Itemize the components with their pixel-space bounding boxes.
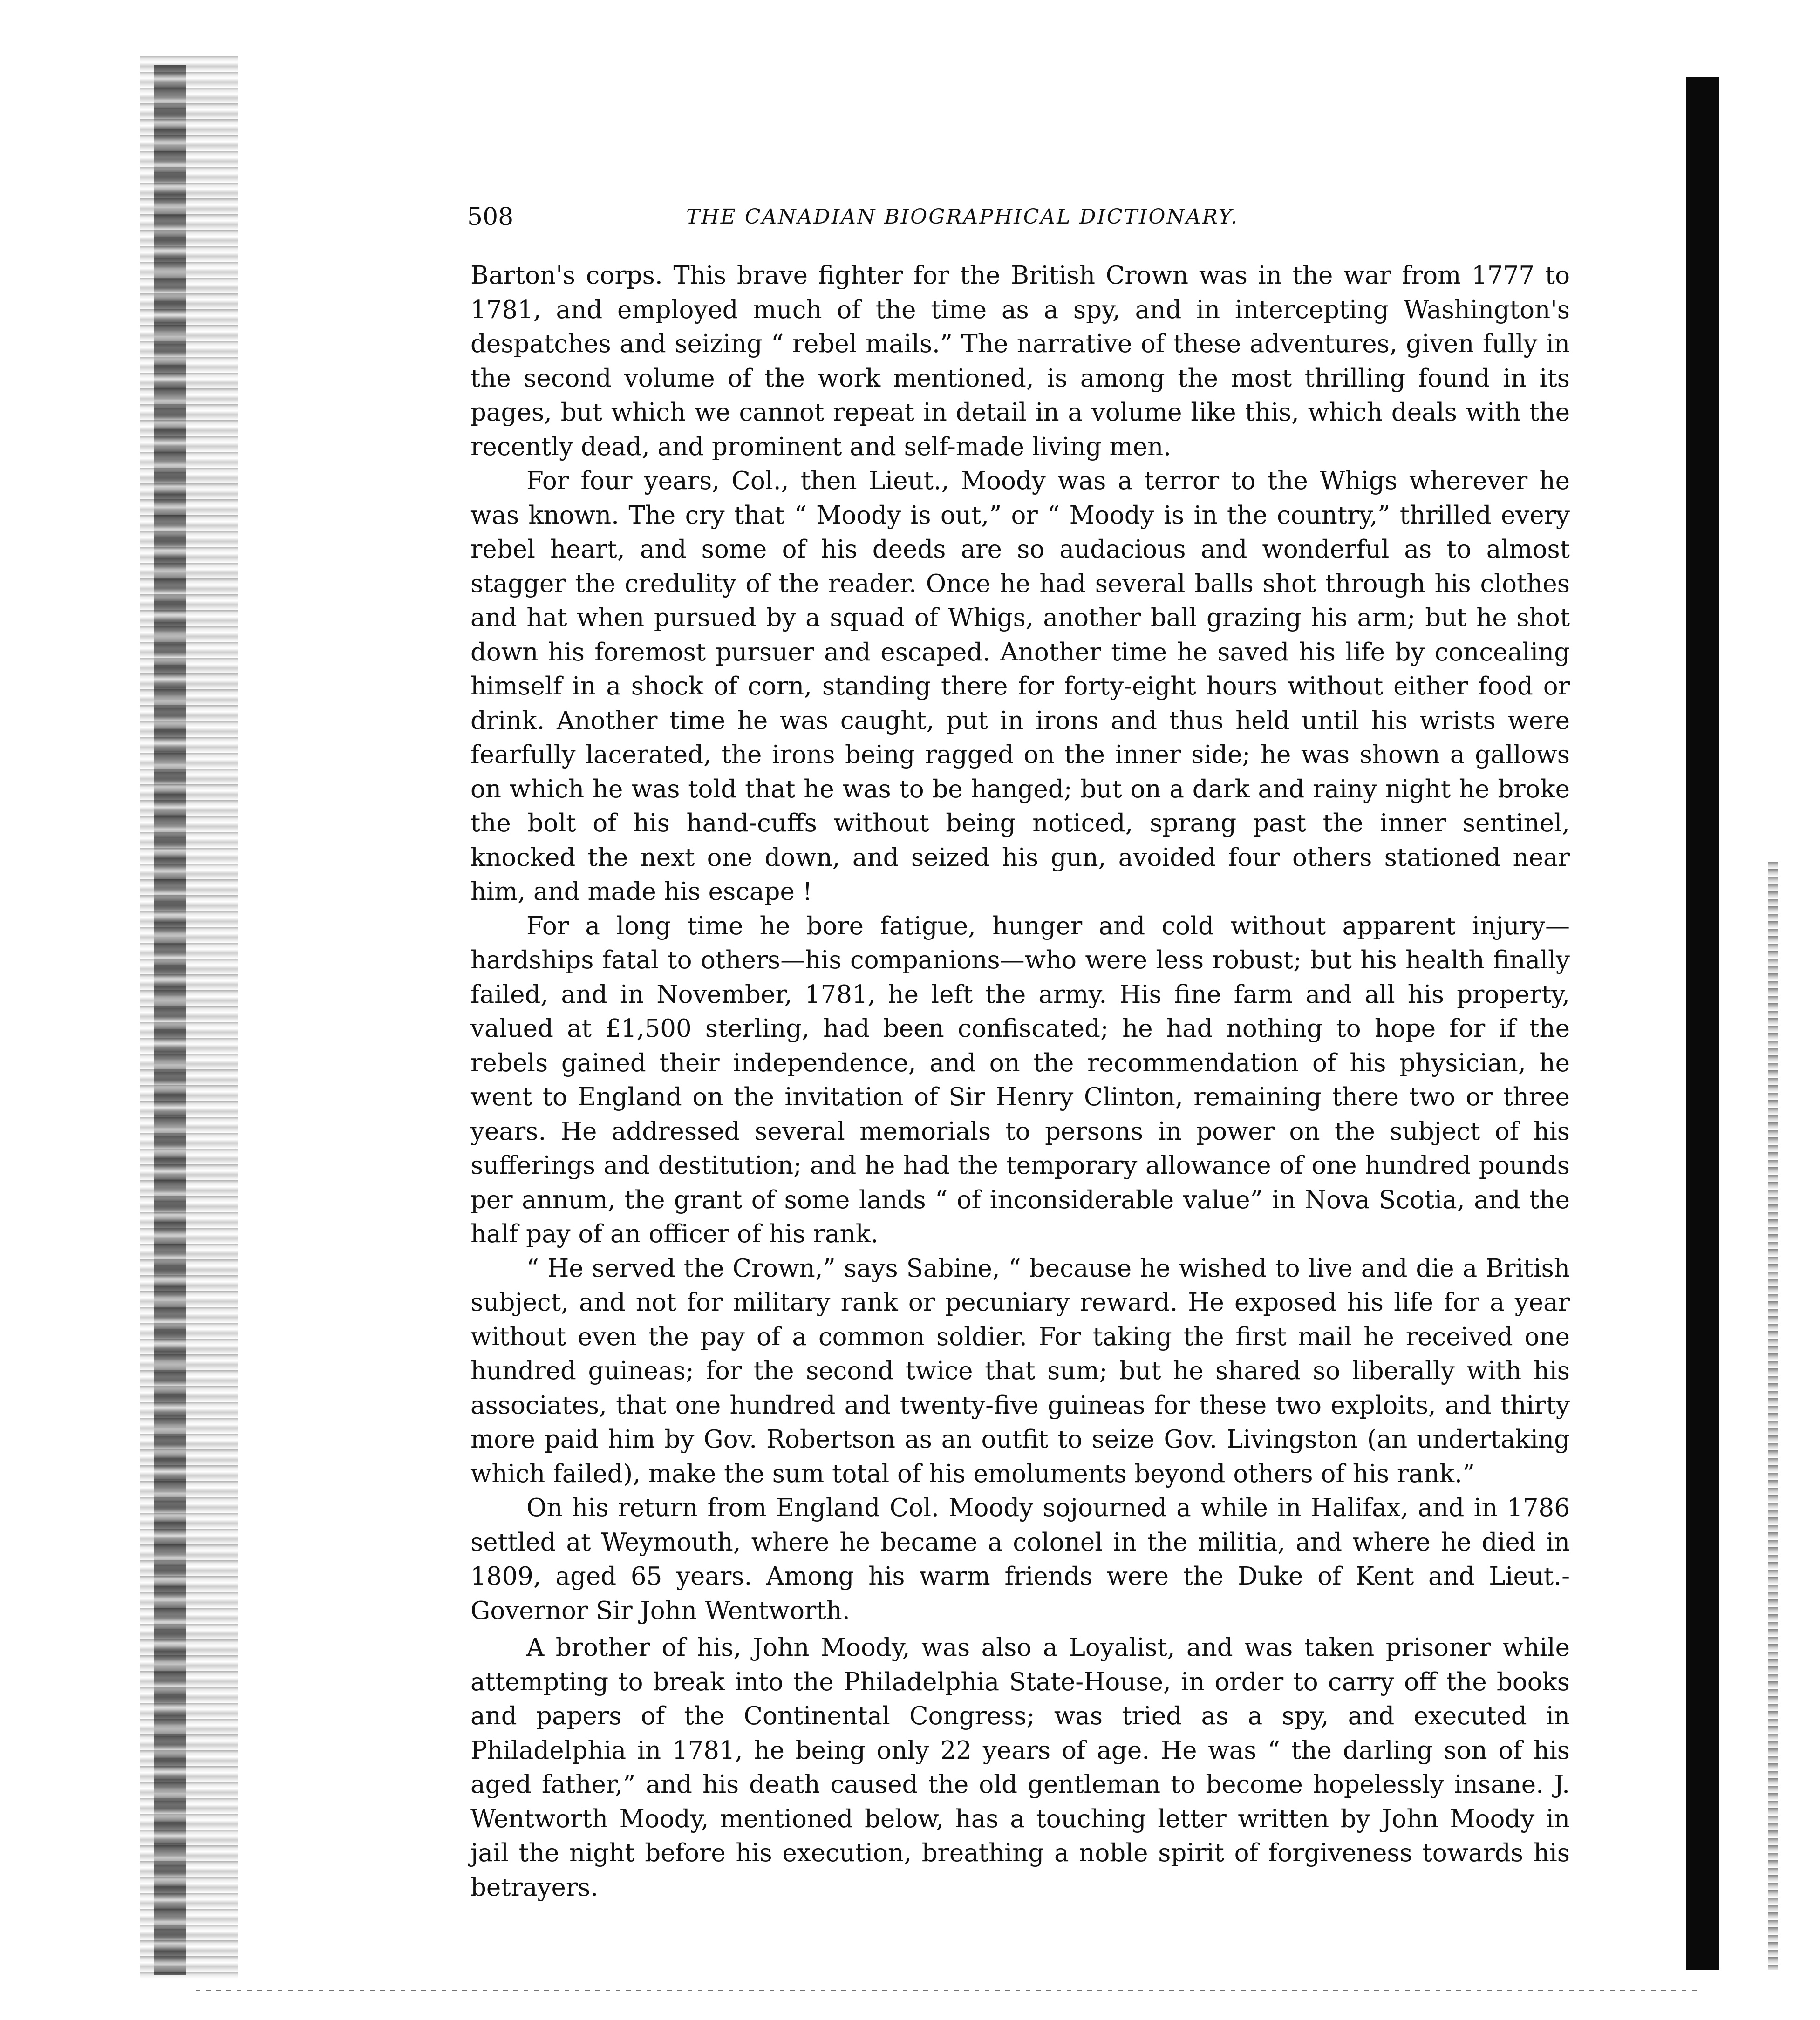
paragraph-1: Barton's corps. This brave fighter for the British Crown was in the war from 1777 to 1781, and employed much of the time as a spy, and in intercepting Washington's despatches and seizing “ rebel mails.” The narrative of these adventures, given fully in the second volume of the work mentioned, is among the most thrilling found in its pages, but which we cannot repeat in detail in a volume like this, which deals with the recently dead, and prominent and self-made living men.	[470, 261, 1570, 461]
paragraph-6: A brother of his, John Moody, was also a Loyalist, and was taken prisoner while attempting to break into the Philadelphia State-House, in order to carry off the books and papers of the Continental Congress; was tried as a spy, and executed in Philadelphia in 1781, he being only 22 years of age. He was “ the darling son of his aged father,” and his death caused the old gentleman to become hopelessly insane. J. Wentworth Moody, mentioned below, has a touching letter written by John Moody in jail the night before his execution, breathing a noble spirit of forgiveness towards his betrayers.	[470, 1633, 1570, 1902]
scan-page-edge-right	[1768, 862, 1778, 1970]
scan-bottom-edge	[196, 1990, 1700, 1991]
body-text	[470, 258, 1570, 1904]
paragraph-2: For four years, Col., then Lieut., Moody was a terror to the Whigs wherever he was known. The cry that “ Moody is out,” or “ Moody is in the country,” thrilled every rebel heart, and some of his deeds are so audacious and wonderful as to almost stagger the credulity of the reader. Once he had several balls shot through his clothes and hat when pursued by a squad of Whigs, another ball grazing his arm; but he shot down his foremost pursuer and escaped. Another time he saved his life by concealing himself in a shock of corn, standing there for forty-eight hours without either food or drink. Another time he was caught, put in irons and thus held until his wrists were fearfully lacerated, the irons being ragged on the inner side; he was shown a gallows on which he was told that he was to be hanged; but on a dark and rainy night he broke the bolt of his hand-cuffs without being noticed, sprang past the inner sentinel, knocked the next one down, and seized his gun, avoided four others stationed near him, and made his escape !	[470, 467, 1570, 906]
running-head: THE CANADIAN BIOGRAPHICAL DICTIONARY.	[686, 205, 1239, 229]
scan-edge-bar-right	[1686, 77, 1719, 1970]
paragraph-5: On his return from England Col. Moody sojourned a while in Halifax, and in 1786 settled at Weymouth, where he became a colonel in the militia, and where he died in 1809, aged 65 years. Among his warm friends were the Duke of Kent and Lieut.-Governor Sir John Wentworth.	[470, 1494, 1570, 1625]
paragraph-4: “ He served the Crown,” says Sabine, “ because he wished to live and die a British subject, and not for military rank or pecuniary reward. He exposed his life for a year without even the pay of a common soldier. For taking the first mail he received one hundred guineas; for the second twice that sum; but he shared so liberally with his associates, that one hundred and twenty-five guineas for these two exploits, and thirty more paid him by Gov. Robertson as an outfit to seize Gov. Livingston (an undertaking which failed), make the sum total of his emoluments beyond others of his rank.”	[470, 1254, 1570, 1488]
scan-binding-edge-left	[154, 65, 186, 1975]
paragraph-3: For a long time he bore fatigue, hunger and cold without apparent injury—hardships fatal to others—his companions—who were less robust; but his health finally failed, and in November, 1781, he left the army. His fine farm and all his property, valued at £1,500 sterling, had been confiscated; he had nothing to hope for if the rebels gained their independence, and on the recommendation of his physician, he went to England on the invitation of Sir Henry Clinton, remaining there two or three years. He addressed several memorials to persons in power on the subject of his sufferings and destitution; and he had the temporary allowance of one hundred pounds per annum, the grant of some lands “ of inconsiderable value” in Nova Scotia, and the half pay of an officer of his rank.	[470, 911, 1570, 1248]
page-header	[467, 200, 1329, 238]
page-number: 508	[467, 203, 514, 231]
